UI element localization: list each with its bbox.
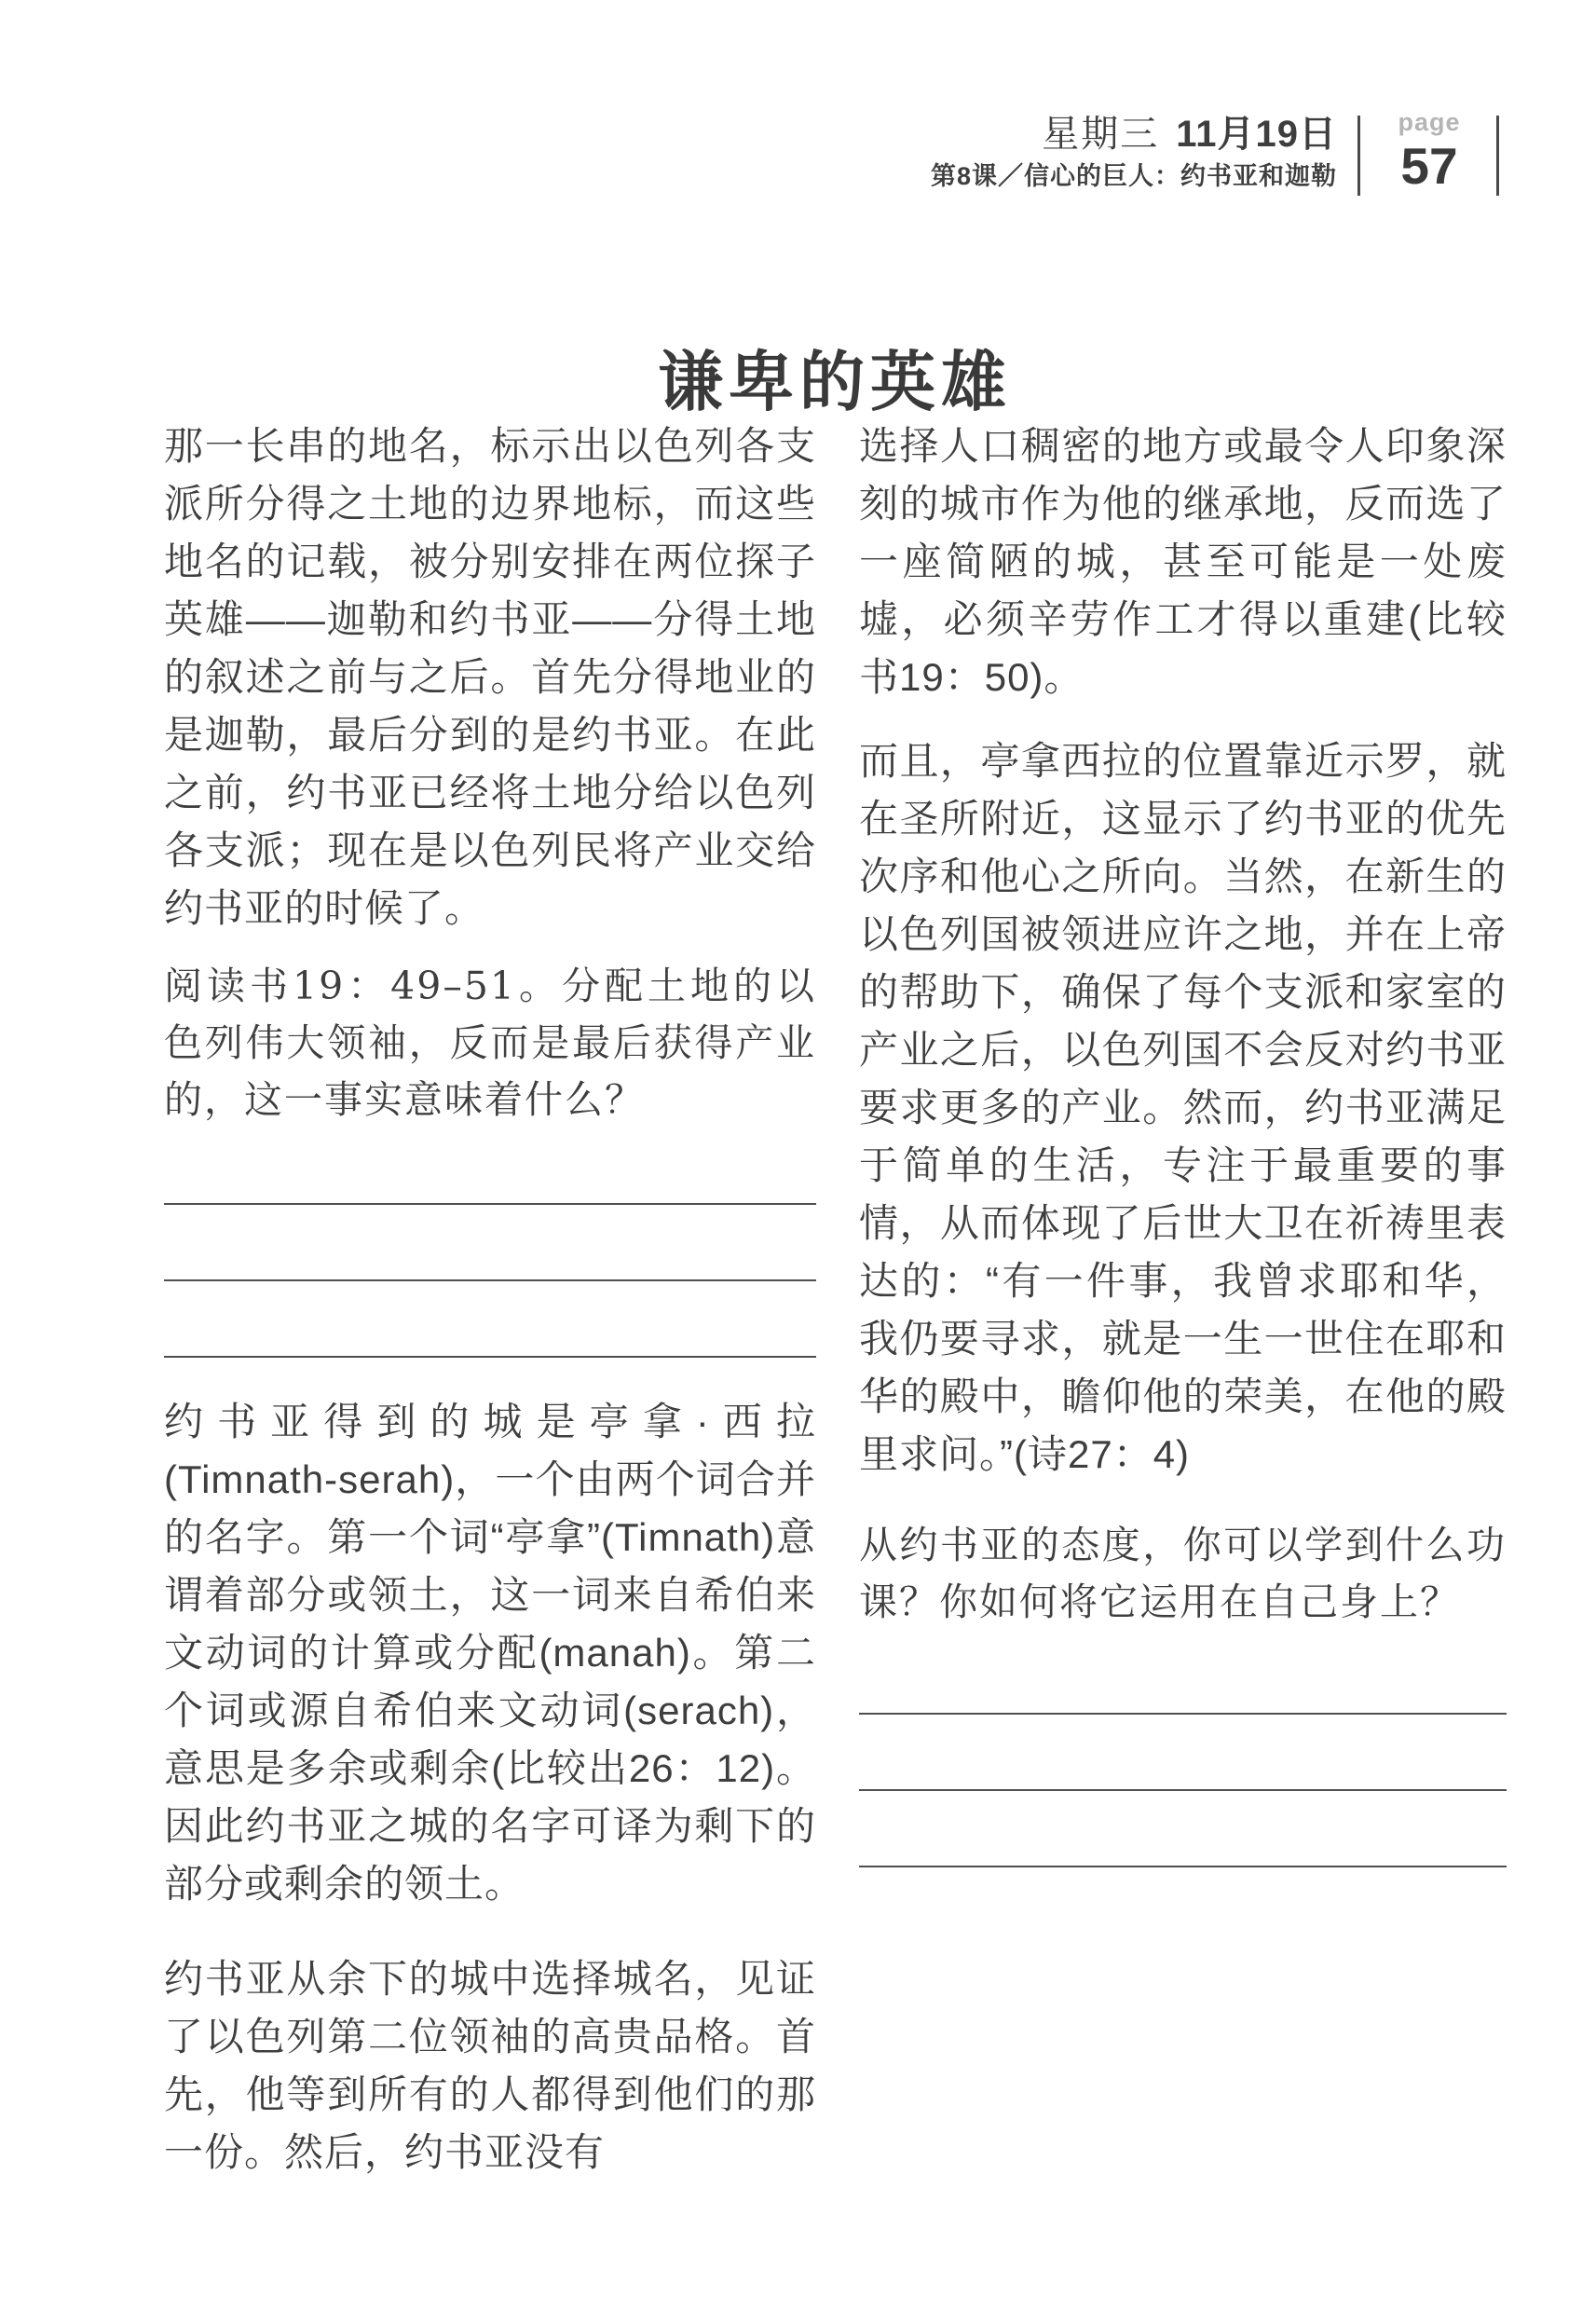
answer-line <box>859 1715 1507 1791</box>
study-question-2: 从约书亚的态度，你可以学到什么功课？你如何将它运用在自己身上？ <box>859 1523 1507 1624</box>
header-day-date <box>931 114 1337 155</box>
left-column <box>164 417 816 2181</box>
date-label: 11月19日 <box>1176 114 1337 155</box>
article-title: 谦卑的英雄 <box>658 342 1012 420</box>
body-paragraph-5: 而且，亭拿西拉的位置靠近示罗，就在圣所附近，这显示了约书亚的优先次序和他心之所向。当然，在新生的以色列国被领进应许之地，并在上帝的帮助下，确保了每个支派和家室的产业之后，以色列国不会反对约书亚要求更多的产业。然而，约书亚满足于简单的生活，专注于最重要的事情，从而体现了后世大卫在祈祷里表达的：“有一件事，我曾求耶和华，我仍要寻求，就是一生一世住在耶和华的殿中，瞻仰他的荣美，在他的殿里求问。”(诗27：4) <box>859 739 1507 1476</box>
body-paragraph-3: 约书亚从余下的城中选择城名，见证了以色列第二位领袖的高贵品格。首先，他等到所有的人都得到他们的那一份。然后，约书亚没有 <box>164 1957 816 2174</box>
answer-line <box>859 1638 1507 1715</box>
page-indicator <box>1366 108 1493 194</box>
page-header <box>0 97 1596 209</box>
weekday-label: 星期三 <box>1042 114 1160 155</box>
page-label: page <box>1398 108 1461 136</box>
body-paragraph-1: 那一长串的地名，标示出以色列各支派所分得之土地的边界地标，而这些地名的记载，被分别安排在两位探子英雄——迦勒和约书亚——分得土地的叙述之前与之后。首先分得地业的是迦勒，最后分到的是约书亚。在此之前，约书亚已经将土地分给以色列各支派；现在是以色列民将产业交给约书亚的时候了。 <box>164 424 816 930</box>
body-paragraph-4: 选择人口稠密的地方或最令人印象深刻的城市作为他的继承地，反而选了一座简陋的城，甚至可能是一处废墟，必须辛劳作工才得以重建(比较书19：50)。 <box>859 424 1507 699</box>
answer-lines-block-2 <box>859 1638 1507 1867</box>
answer-line <box>859 1791 1507 1867</box>
header-divider <box>1357 116 1360 196</box>
answer-line <box>164 1205 816 1281</box>
body-paragraph-2: 约书亚得到的城是亭拿·西拉(Timnath-serah)，一个由两个词合并的名字。第一个词“亭拿”(Timnath)意谓着部分或领土，这一词来自希伯来文动词的计算或分配(manah)。第二个词或源自希伯来文动词(serach)，意思是多余或剩余(比较出26：12)。因此约书亚之城的名字可译为剩下的部分或剩余的领土。 <box>164 1400 816 1906</box>
answer-lines-block-1 <box>164 1128 816 1358</box>
lesson-label: 第8课／信心的巨人：约书亚和迦勒 <box>930 162 1337 190</box>
right-column <box>859 417 1507 1867</box>
page-number: 57 <box>1400 137 1458 195</box>
study-question-1: 阅读书19：49–51。分配土地的以色列伟大领袖，反而是最后获得产业的，这一事实意味着什么？ <box>164 964 816 1122</box>
header-divider <box>1496 116 1499 196</box>
answer-line <box>164 1281 816 1358</box>
answer-line <box>164 1128 816 1205</box>
header-titles <box>931 114 1337 190</box>
